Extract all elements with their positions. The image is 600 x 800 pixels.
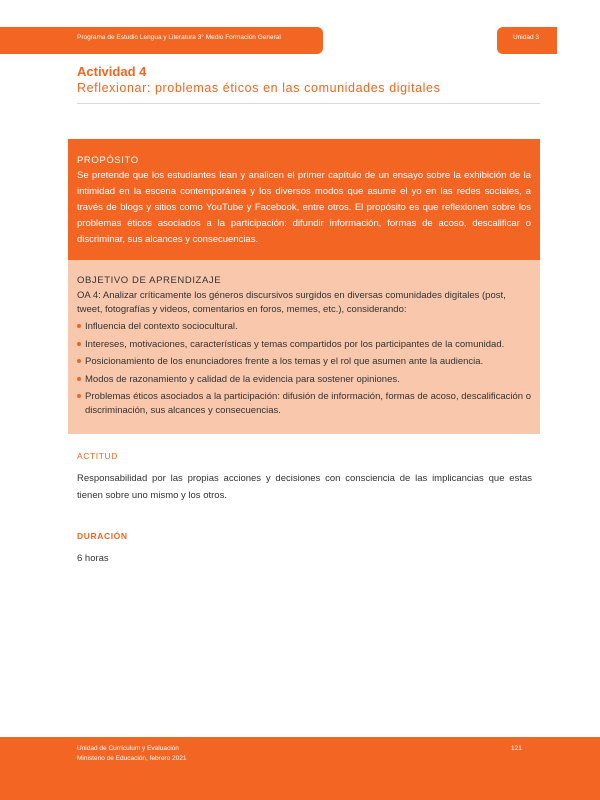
bullet-icon — [77, 377, 81, 381]
bullet-icon — [77, 359, 81, 363]
activity-title: Actividad 4 — [77, 64, 147, 79]
list-item — [77, 320, 531, 334]
duration-label: DURACIÓN — [77, 531, 128, 541]
list-item — [77, 390, 531, 417]
footer — [0, 737, 600, 800]
objective-list — [77, 320, 531, 417]
footer-unit: Unidad de Currículum y Evaluación — [77, 745, 179, 752]
title-divider — [77, 103, 540, 104]
list-item-text: Influencia del contexto sociocultural. — [85, 321, 238, 332]
bullet-icon — [77, 324, 81, 328]
bullet-icon — [77, 342, 81, 346]
purpose-box — [68, 139, 540, 260]
list-item-text: Problemas éticos asociados a la participación: difusión de información, formas de acoso, descalificación o discriminación, sus alcances y consecuencias. — [85, 391, 531, 416]
page-number: 121 — [511, 745, 522, 752]
list-item-text: Modos de razonamiento y calidad de la evidencia para sostener opiniones. — [85, 373, 400, 385]
duration-text: 6 horas — [77, 553, 109, 564]
list-item-text: Intereses, motivaciones, características y temas compartidos por los participantes de la comunidad. — [85, 338, 505, 350]
activity-subtitle: Reflexionar: problemas éticos en las comunidades digitales — [77, 81, 441, 95]
list-item — [77, 373, 531, 387]
footer-ministry: Ministerio de Educación, febrero 2021 — [77, 755, 187, 762]
purpose-heading: PROPÓSITO — [77, 155, 139, 166]
list-item-text: Posicionamiento de los enunciadores frente a los temas y el rol que asumen ante la audiencia. — [85, 356, 484, 367]
list-item — [77, 355, 531, 369]
list-item — [77, 338, 531, 352]
program-title: Programa de Estudio Lengua y Literatura 3° Medio Formación General — [77, 34, 281, 41]
objective-intro: OA 4: Analizar críticamente los géneros discursivos surgidos en diversas comunidades digitales (post, tweet, fotografías y videos, comentarios en foros, memes, etc.), considerando: — [77, 290, 506, 315]
attitude-text: Responsabilidad por las propias acciones y decisiones con consciencia de las implicancias que estas tienen sobre uno mismo y los otros. — [77, 473, 532, 501]
attitude-label: ACTITUD — [77, 451, 119, 461]
objective-heading: OBJETIVO DE APRENDIZAJE — [77, 275, 222, 286]
unit-badge — [497, 27, 557, 54]
unit-label: Unidad 3 — [513, 34, 540, 41]
header-bar — [0, 27, 323, 54]
bullet-icon — [77, 394, 81, 398]
objective-box — [68, 260, 540, 434]
activity-title-block — [77, 64, 540, 96]
purpose-text: Se pretende que los estudiantes lean y analicen el primer capítulo de un ensayo sobre la exhibición de la intimidad en la escena contemporánea y los diversos modos que asume el yo en las redes sociales, a través de blogs y sitios como YouTube y Facebook, entre otros. El propósito es que reflexionen sobre los problemas éticos asociados a la participación: difundir información, formas de acoso, descalificar o discriminar, sus alcances y consecuencias. — [77, 170, 531, 245]
